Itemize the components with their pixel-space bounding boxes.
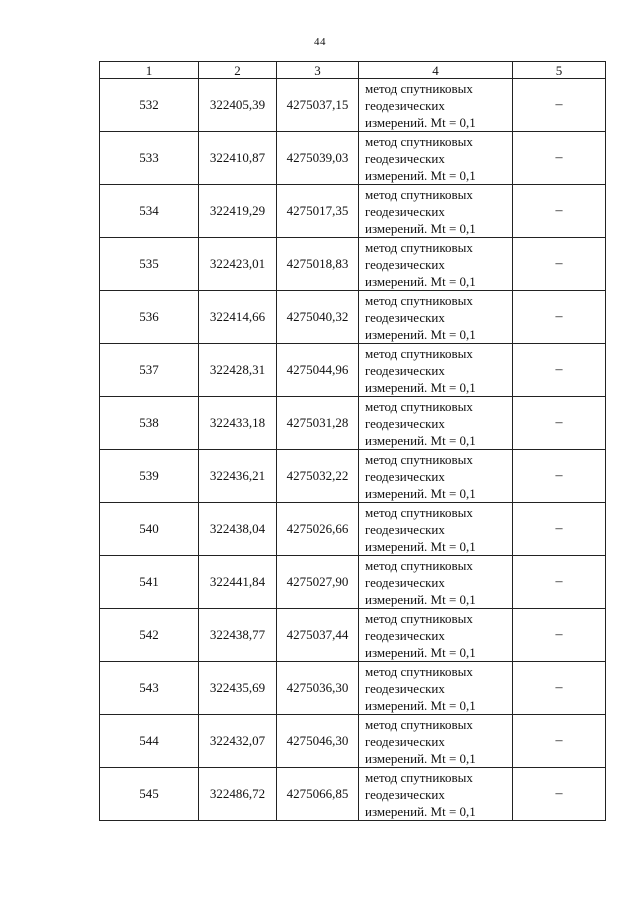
point-number-cell: 542 bbox=[100, 609, 199, 662]
x-coordinate-cell: 322438,77 bbox=[199, 609, 277, 662]
note-cell: – bbox=[513, 503, 606, 556]
method-line: метод спутниковых bbox=[365, 345, 473, 361]
x-coordinate-cell: 322438,04 bbox=[199, 503, 277, 556]
method-line: измерений. Mt = 0,1 bbox=[365, 485, 476, 501]
header-row bbox=[100, 62, 606, 79]
note-cell: – bbox=[513, 662, 606, 715]
method-cell bbox=[359, 450, 513, 503]
method-line: геодезических bbox=[365, 203, 445, 219]
x-coordinate-cell: 322433,18 bbox=[199, 397, 277, 450]
method-cell bbox=[359, 556, 513, 609]
method-line: геодезических bbox=[365, 680, 445, 696]
note-cell: – bbox=[513, 291, 606, 344]
method-line: геодезических bbox=[365, 150, 445, 166]
table-row bbox=[100, 715, 606, 768]
method-cell bbox=[359, 79, 513, 132]
method-line: измерений. Mt = 0,1 bbox=[365, 750, 476, 766]
y-coordinate-cell: 4275040,32 bbox=[277, 291, 359, 344]
note-cell: – bbox=[513, 79, 606, 132]
method-line: метод спутниковых bbox=[365, 769, 473, 785]
method-cell bbox=[359, 609, 513, 662]
table-row bbox=[100, 768, 606, 821]
table-row bbox=[100, 556, 606, 609]
method-line: измерений. Mt = 0,1 bbox=[365, 591, 476, 607]
method-line: метод спутниковых bbox=[365, 239, 473, 255]
method-line: метод спутниковых bbox=[365, 451, 473, 467]
method-line: метод спутниковых bbox=[365, 133, 473, 149]
y-coordinate-cell: 4275044,96 bbox=[277, 344, 359, 397]
note-cell: – bbox=[513, 450, 606, 503]
method-cell bbox=[359, 397, 513, 450]
table-row bbox=[100, 344, 606, 397]
method-line: измерений. Mt = 0,1 bbox=[365, 273, 476, 289]
table-row bbox=[100, 450, 606, 503]
point-number-cell: 544 bbox=[100, 715, 199, 768]
x-coordinate-cell: 322428,31 bbox=[199, 344, 277, 397]
x-coordinate-cell: 322423,01 bbox=[199, 238, 277, 291]
y-coordinate-cell: 4275039,03 bbox=[277, 132, 359, 185]
method-line: метод спутниковых bbox=[365, 610, 473, 626]
table-row bbox=[100, 397, 606, 450]
method-line: геодезических bbox=[365, 574, 445, 590]
method-cell bbox=[359, 238, 513, 291]
point-number-cell: 534 bbox=[100, 185, 199, 238]
y-coordinate-cell: 4275031,28 bbox=[277, 397, 359, 450]
method-line: метод спутниковых bbox=[365, 504, 473, 520]
method-cell bbox=[359, 291, 513, 344]
method-cell bbox=[359, 715, 513, 768]
x-coordinate-cell: 322414,66 bbox=[199, 291, 277, 344]
column-header: 1 bbox=[100, 62, 199, 79]
method-cell bbox=[359, 185, 513, 238]
x-coordinate-cell: 322436,21 bbox=[199, 450, 277, 503]
method-line: геодезических bbox=[365, 468, 445, 484]
note-cell: – bbox=[513, 715, 606, 768]
method-line: геодезических bbox=[365, 309, 445, 325]
table-row bbox=[100, 185, 606, 238]
point-number-cell: 545 bbox=[100, 768, 199, 821]
point-number-cell: 541 bbox=[100, 556, 199, 609]
point-number-cell: 539 bbox=[100, 450, 199, 503]
note-cell: – bbox=[513, 609, 606, 662]
method-line: геодезических bbox=[365, 256, 445, 272]
method-line: метод спутниковых bbox=[365, 292, 473, 308]
note-cell: – bbox=[513, 132, 606, 185]
method-line: геодезических bbox=[365, 362, 445, 378]
method-line: метод спутниковых bbox=[365, 557, 473, 573]
y-coordinate-cell: 4275066,85 bbox=[277, 768, 359, 821]
method-line: измерений. Mt = 0,1 bbox=[365, 114, 476, 130]
method-cell bbox=[359, 344, 513, 397]
point-number-cell: 537 bbox=[100, 344, 199, 397]
table-row bbox=[100, 609, 606, 662]
y-coordinate-cell: 4275032,22 bbox=[277, 450, 359, 503]
y-coordinate-cell: 4275018,83 bbox=[277, 238, 359, 291]
table-row bbox=[100, 503, 606, 556]
note-cell: – bbox=[513, 768, 606, 821]
method-cell bbox=[359, 132, 513, 185]
x-coordinate-cell: 322419,29 bbox=[199, 185, 277, 238]
method-line: измерений. Mt = 0,1 bbox=[365, 697, 476, 713]
point-number-cell: 536 bbox=[100, 291, 199, 344]
method-line: геодезических bbox=[365, 97, 445, 113]
method-cell bbox=[359, 503, 513, 556]
column-header: 3 bbox=[277, 62, 359, 79]
method-cell bbox=[359, 662, 513, 715]
x-coordinate-cell: 322432,07 bbox=[199, 715, 277, 768]
x-coordinate-cell: 322405,39 bbox=[199, 79, 277, 132]
method-line: измерений. Mt = 0,1 bbox=[365, 803, 476, 819]
point-number-cell: 532 bbox=[100, 79, 199, 132]
column-header: 2 bbox=[199, 62, 277, 79]
page-number: 44 bbox=[314, 36, 326, 48]
x-coordinate-cell: 322441,84 bbox=[199, 556, 277, 609]
method-line: геодезических bbox=[365, 415, 445, 431]
method-cell bbox=[359, 768, 513, 821]
y-coordinate-cell: 4275037,44 bbox=[277, 609, 359, 662]
method-line: измерений. Mt = 0,1 bbox=[365, 432, 476, 448]
y-coordinate-cell: 4275046,30 bbox=[277, 715, 359, 768]
table-body bbox=[100, 79, 606, 821]
x-coordinate-cell: 322435,69 bbox=[199, 662, 277, 715]
method-line: геодезических bbox=[365, 627, 445, 643]
method-line: геодезических bbox=[365, 786, 445, 802]
method-line: измерений. Mt = 0,1 bbox=[365, 220, 476, 236]
method-line: измерений. Mt = 0,1 bbox=[365, 167, 476, 183]
point-number-cell: 540 bbox=[100, 503, 199, 556]
table-row bbox=[100, 662, 606, 715]
y-coordinate-cell: 4275026,66 bbox=[277, 503, 359, 556]
coordinates-table bbox=[99, 61, 606, 821]
method-line: метод спутниковых bbox=[365, 663, 473, 679]
y-coordinate-cell: 4275017,35 bbox=[277, 185, 359, 238]
table-row bbox=[100, 79, 606, 132]
column-header: 5 bbox=[513, 62, 606, 79]
note-cell: – bbox=[513, 185, 606, 238]
x-coordinate-cell: 322486,72 bbox=[199, 768, 277, 821]
method-line: геодезических bbox=[365, 733, 445, 749]
method-line: геодезических bbox=[365, 521, 445, 537]
method-line: измерений. Mt = 0,1 bbox=[365, 644, 476, 660]
y-coordinate-cell: 4275037,15 bbox=[277, 79, 359, 132]
note-cell: – bbox=[513, 238, 606, 291]
point-number-cell: 543 bbox=[100, 662, 199, 715]
y-coordinate-cell: 4275027,90 bbox=[277, 556, 359, 609]
table-row bbox=[100, 238, 606, 291]
note-cell: – bbox=[513, 556, 606, 609]
table-row bbox=[100, 132, 606, 185]
point-number-cell: 535 bbox=[100, 238, 199, 291]
method-line: измерений. Mt = 0,1 bbox=[365, 379, 476, 395]
point-number-cell: 538 bbox=[100, 397, 199, 450]
method-line: метод спутниковых bbox=[365, 80, 473, 96]
note-cell: – bbox=[513, 397, 606, 450]
method-line: измерений. Mt = 0,1 bbox=[365, 538, 476, 554]
method-line: метод спутниковых bbox=[365, 716, 473, 732]
method-line: метод спутниковых bbox=[365, 186, 473, 202]
column-header: 4 bbox=[359, 62, 513, 79]
x-coordinate-cell: 322410,87 bbox=[199, 132, 277, 185]
note-cell: – bbox=[513, 344, 606, 397]
table-row bbox=[100, 291, 606, 344]
method-line: метод спутниковых bbox=[365, 398, 473, 414]
point-number-cell: 533 bbox=[100, 132, 199, 185]
method-line: измерений. Mt = 0,1 bbox=[365, 326, 476, 342]
y-coordinate-cell: 4275036,30 bbox=[277, 662, 359, 715]
